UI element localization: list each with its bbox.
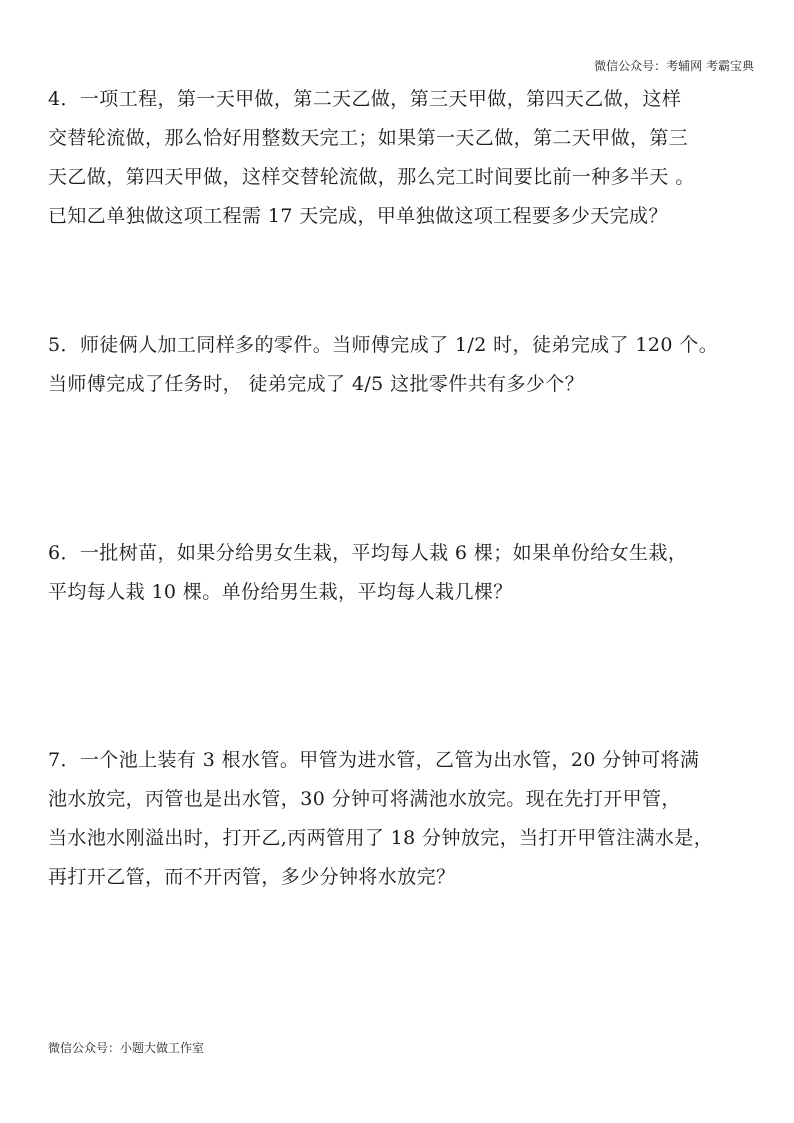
problem-line: 当师傅完成了任务时， 徒弟完成了 4/5 这批零件共有多少个？ [48, 373, 585, 395]
problem-line: 池水放完，丙管也是出水管，30 分钟可将满池水放完。现在先打开甲管， [48, 788, 681, 810]
problem-line: 5．师徒俩人加工同样多的零件。当师傅完成了 1/2 时，徒弟完成了 120 个。 [48, 334, 719, 356]
problem-7 [48, 741, 760, 897]
problem-line: 天乙做，第四天甲做，这样交替轮流做，那么完工时间要比前一种多半天 。 [48, 166, 695, 188]
problem-5 [48, 326, 760, 404]
problem-line: 交替轮流做，那么恰好用整数天完工；如果第一天乙做，第二天甲做，第三 [48, 127, 689, 149]
problem-6 [48, 534, 760, 612]
problem-line: 已知乙单独做这项工程需 17 天完成，甲单独做这项工程要多少天完成？ [48, 205, 668, 227]
problem-line: 平均每人栽 10 棵。单份给男生栽，平均每人栽几棵？ [48, 581, 513, 603]
header-note: 微信公众号：考辅网 考霸宝典 [594, 59, 754, 73]
problem-line: 7．一个池上装有 3 根水管。甲管为进水管，乙管为出水管，20 分钟可将满 [48, 749, 700, 771]
problem-line: 当水池水刚溢出时，打开乙,丙两管用了 18 分钟放完，当打开甲管注满水是， [48, 827, 714, 849]
problem-line: 4．一项工程，第一天甲做，第二天乙做，第三天甲做，第四天乙做，这样 [48, 88, 682, 110]
problem-4 [48, 80, 760, 236]
problem-line: 6．一批树苗，如果分给男女生栽，平均每人栽 6 棵；如果单份给女生栽， [48, 542, 688, 564]
problem-line: 再打开乙管，而不开丙管，多少分钟将水放完？ [48, 866, 456, 888]
footer-note: 微信公众号：小题大做工作室 [48, 1041, 205, 1055]
